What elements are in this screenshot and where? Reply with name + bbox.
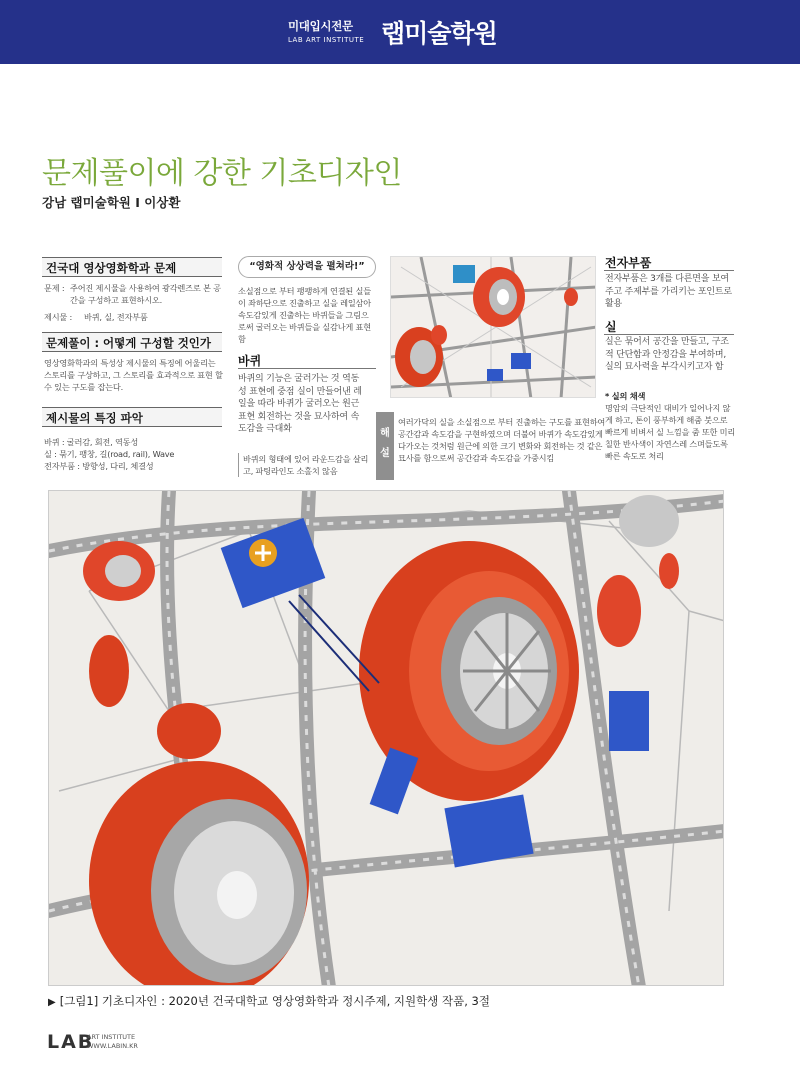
artwork-main <box>48 490 724 986</box>
parts-text: 전자부품은 3개를 다른면을 보여주고 주제부를 가리키는 포인트로 활용 <box>605 274 732 309</box>
brand-accent: 랩 <box>381 19 405 48</box>
feature-item: 실 : 묶기, 팽창, 길(road, rail), Wave <box>44 449 175 459</box>
wheel-text: 바퀴의 기능은 굴러가는 것 역동성 표현에 중점 실이 만들어낸 레일을 따라 바퀴가 굴러오는 원근 표현 회전하는 것을 묘사하여 속도감을 극대화 <box>238 374 362 434</box>
section-features-heading: 제시물의 특징 파악 <box>42 407 222 427</box>
header-brand-name <box>381 14 497 50</box>
wheel-note: 바퀴의 형태에 있어 라운드감을 살리고, 파팅라인도 소홀치 않음 <box>238 453 372 477</box>
caption-text: [그림1] 기초디자인 : 2020년 건국대학교 영상영화학과 정시주제, 지원학생 작품, 3절 <box>59 994 490 1008</box>
solution-box <box>376 412 612 480</box>
thread-text: 실은 묶어서 공간을 만들고, 구조적 단단함과 안정감을 부여하며, 실의 묘사력을 부각시키고자 함 <box>605 337 729 372</box>
feature-item: 바퀴 : 굴러감, 회전, 역동성 <box>44 437 139 447</box>
page-header <box>0 0 800 64</box>
artwork-thumbnail <box>390 256 596 398</box>
problem-question: 주어진 제시물을 사용하여 광각렌즈로 본 공간을 구성하고 표현하시오. <box>70 283 221 305</box>
problem-label: 문제 : <box>44 283 65 293</box>
figure-caption <box>48 993 490 1009</box>
parts-heading: 전자부품 <box>605 256 652 270</box>
article-title: 문제풀이에 강한 기초디자인 <box>42 156 402 191</box>
section-approach-heading: 문제풀이 : 어떻게 구성할 것인가 <box>42 332 222 352</box>
features-list <box>44 436 224 472</box>
article-byline: 강남 랩미술학원 I 이상환 <box>42 195 181 210</box>
materials-label: 제시물 : <box>44 312 73 322</box>
section-problem-heading: 건국대 영상영화학과 문제 <box>42 257 222 277</box>
footer-lab-logo: LAB <box>47 1031 95 1053</box>
solution-text: 여러가닥의 실을 소실점으로 부터 진출하는 구도를 표현하여 공간감과 속도감을 구현하였으며 더불어 바퀴가 속도감있게 다가오는 것처럼 원근에 의한 크기 변화와 회전하는 것 같은 묘사를 함으로써 공간감과 속도감을 가중시킴 <box>398 417 606 463</box>
feature-item: 전자부품 : 방향성, 다리, 체결성 <box>44 461 154 471</box>
thread-heading: 실 <box>605 320 617 334</box>
problem-text <box>44 282 224 323</box>
caption-arrow-icon: ▶ <box>48 997 56 1008</box>
slogan-pill: “영화적 상상력을 펼쳐라!” <box>238 256 376 278</box>
footer-line1: ART INSTITUTE <box>87 1033 136 1041</box>
approach-text: 영상영화학과의 특성상 제시물의 특징에 어울리는 스토리를 구상하고, 그 스토리를 효과적으로 표현 할 수 있는 구도를 잡는다. <box>44 358 223 392</box>
header-institute-en: LAB ART INSTITUTE <box>288 36 365 44</box>
divider <box>604 334 734 335</box>
thread-color-heading: * 실의 채색 <box>605 391 646 401</box>
footer-line2: WWW.LABIN.KR <box>87 1042 138 1050</box>
thread-color-text: 명암의 극단적인 대비가 일어나지 않게 하고, 톤이 풍부하게 해줌 붓으로 빠르게 비벼서 실 느낌을 줌 또한 미리 칠한 반사색이 자연스레 스며들도록 빠른 속도로 처리 <box>605 403 736 461</box>
divider <box>604 270 734 271</box>
materials-text: 바퀴, 실, 전자부품 <box>84 312 148 322</box>
intro-text: 소실점으로 부터 팽팽하게 연결된 실들이 좌하단으로 진출하고 실을 레일삼아 속도감있게 진출하는 바퀴들을 그림으로써 굴러오는 바퀴들을 실감나게 표현함 <box>238 286 371 344</box>
divider <box>238 368 376 369</box>
wheel-heading: 바퀴 <box>238 354 262 368</box>
brand-rest: 미술학원 <box>404 19 497 48</box>
header-small-text: 미대입시전문 <box>288 19 353 33</box>
solution-tag: 해설 <box>376 412 394 480</box>
